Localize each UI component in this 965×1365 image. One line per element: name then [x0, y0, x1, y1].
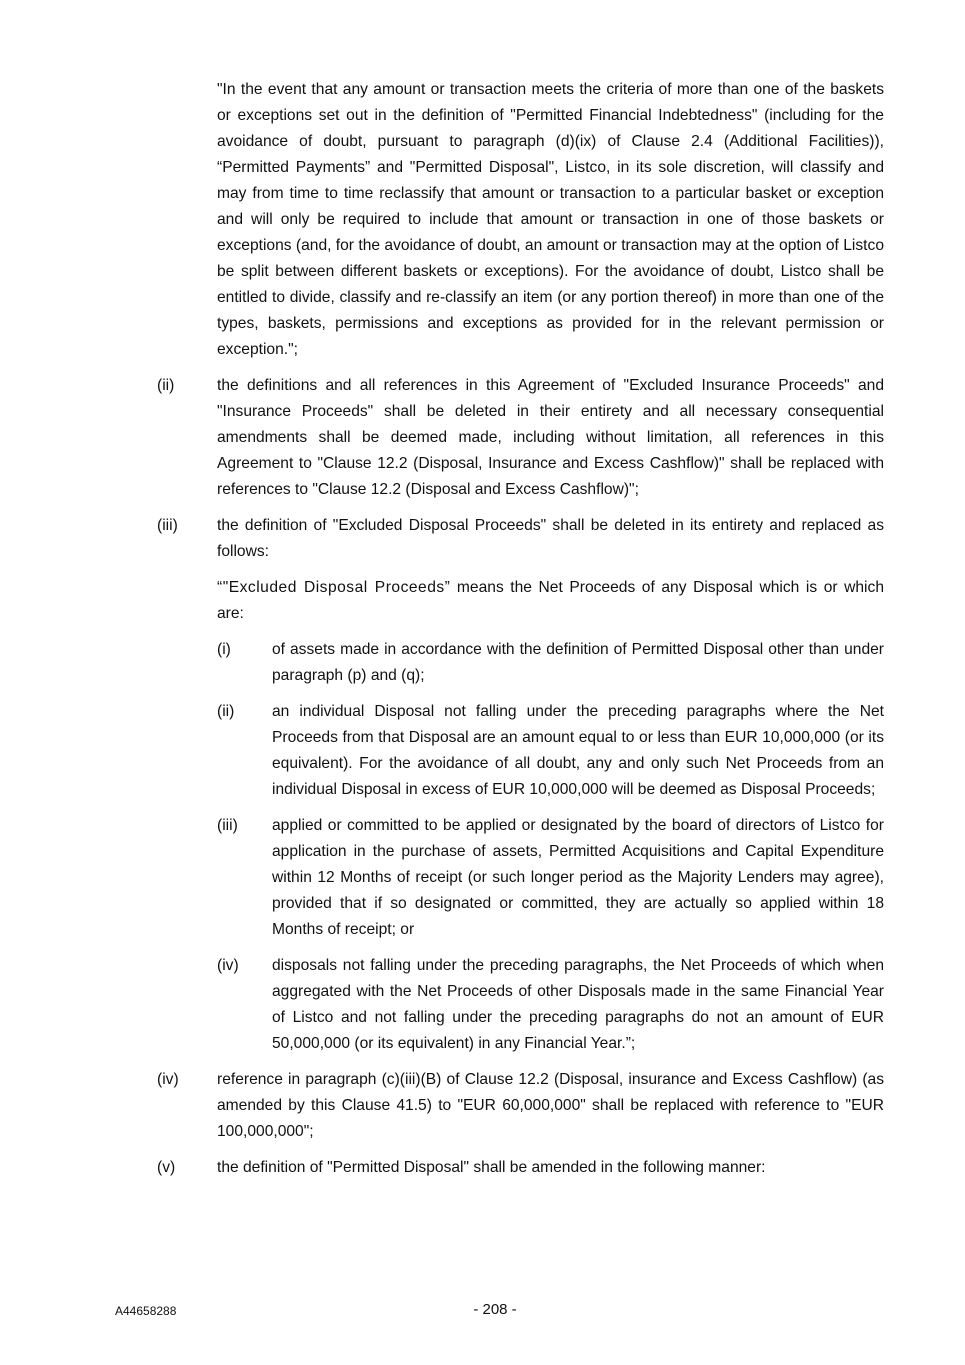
sub-list-item: [217, 953, 884, 1057]
item-text: disposals not falling under the preceding paragraphs, the Net Proceeds of which when aggregated with the Net Proceeds of other Disposals made in the same Financial Year of Listco and not falling under the preceding paragraphs do not an amount of EUR 50,000,000 (or its equivalent) in any Financial Year.”;: [272, 957, 884, 1052]
sub-list-item: [217, 813, 884, 943]
document-body: [157, 77, 884, 1191]
item-label: (v): [157, 1159, 176, 1176]
item-label: (iv): [157, 1071, 179, 1088]
item-text: reference in paragraph (c)(iii)(B) of Clause 12.2 (Disposal, insurance and Excess Cashflow) (as amended by this Clause 41.5) to "EUR 60,000,000" shall be replaced with reference to "EUR 100,000,000";: [217, 1071, 884, 1140]
sub-list-item: [217, 699, 884, 803]
item-label: (iii): [217, 817, 238, 834]
definition-text: means the Net Proceeds of any Disposal which is or which are:: [217, 579, 884, 622]
list-item: [157, 1067, 884, 1145]
list-item: [157, 373, 884, 503]
page-number: - 208 -: [473, 1301, 517, 1318]
item-label: (ii): [217, 703, 235, 720]
item-label: (ii): [157, 377, 175, 394]
definition-term: “"Excluded Disposal Proceeds”: [217, 579, 451, 596]
sub-list-item: [217, 637, 884, 689]
item-label: (iii): [157, 517, 178, 534]
document-id: A44658288: [115, 1304, 177, 1318]
item-text: the definition of "Permitted Disposal" shall be amended in the following manner:: [217, 1159, 766, 1176]
item-label: (i): [217, 641, 231, 658]
item-label: (iv): [217, 957, 239, 974]
item-text: the definitions and all references in this Agreement of "Excluded Insurance Proceeds" and "Insurance Proceeds" shall be deleted in their entirety and all necessary consequential amendments shall be deemed made, including without limitation, all references in this Agreement to "Clause 12.2 (Disposal, Insurance and Excess Cashflow)" shall be replaced with references to "Clause 12.2 (Disposal and Excess Cashflow)";: [217, 377, 884, 498]
item-text: of assets made in accordance with the definition of Permitted Disposal other than under paragraph (p) and (q);: [272, 641, 884, 684]
list-item: [157, 513, 884, 565]
list-item: [157, 1155, 884, 1181]
definition-paragraph: [217, 575, 884, 627]
item-text: applied or committed to be applied or designated by the board of directors of Listco for application in the purchase of assets, Permitted Acquisitions and Capital Expenditure within 12 Months of receipt (or such longer period as the Majority Lenders may agree), provided that if so designated or committed, they are actually so applied within 18 Months of receipt; or: [272, 817, 884, 938]
intro-paragraph: "In the event that any amount or transaction meets the criteria of more than one of the baskets or exceptions set out in the definition of "Permitted Financial Indebtedness" (including for the avoidance of doubt, pursuant to paragraph (d)(ix) of Clause 2.4 (Additional Facilities)), “Permitted Payments” and "Permitted Disposal", Listco, in its sole discretion, will classify and may from time to time reclassify that amount or transaction to a particular basket or exception and will only be required to include that amount or transaction in one of those baskets or exceptions (and, for the avoidance of doubt, an amount or transaction may at the option of Listco be split between different baskets or exceptions). For the avoidance of doubt, Listco shall be entitled to divide, classify and re-classify an item (or any portion thereof) in more than one of the types, baskets, permissions and exceptions as provided for in the relevant permission or exception.";: [217, 81, 884, 358]
item-text: the definition of "Excluded Disposal Proceeds" shall be deleted in its entirety and replaced as follows:: [217, 517, 884, 560]
item-text: an individual Disposal not falling under the preceding paragraphs where the Net Proceeds from that Disposal are an amount equal to or less than EUR 10,000,000 (or its equivalent). For the avoidance of all doubt, any and only such Net Proceeds from an individual Disposal in excess of EUR 10,000,000 will be deemed as Disposal Proceeds;: [272, 703, 884, 798]
